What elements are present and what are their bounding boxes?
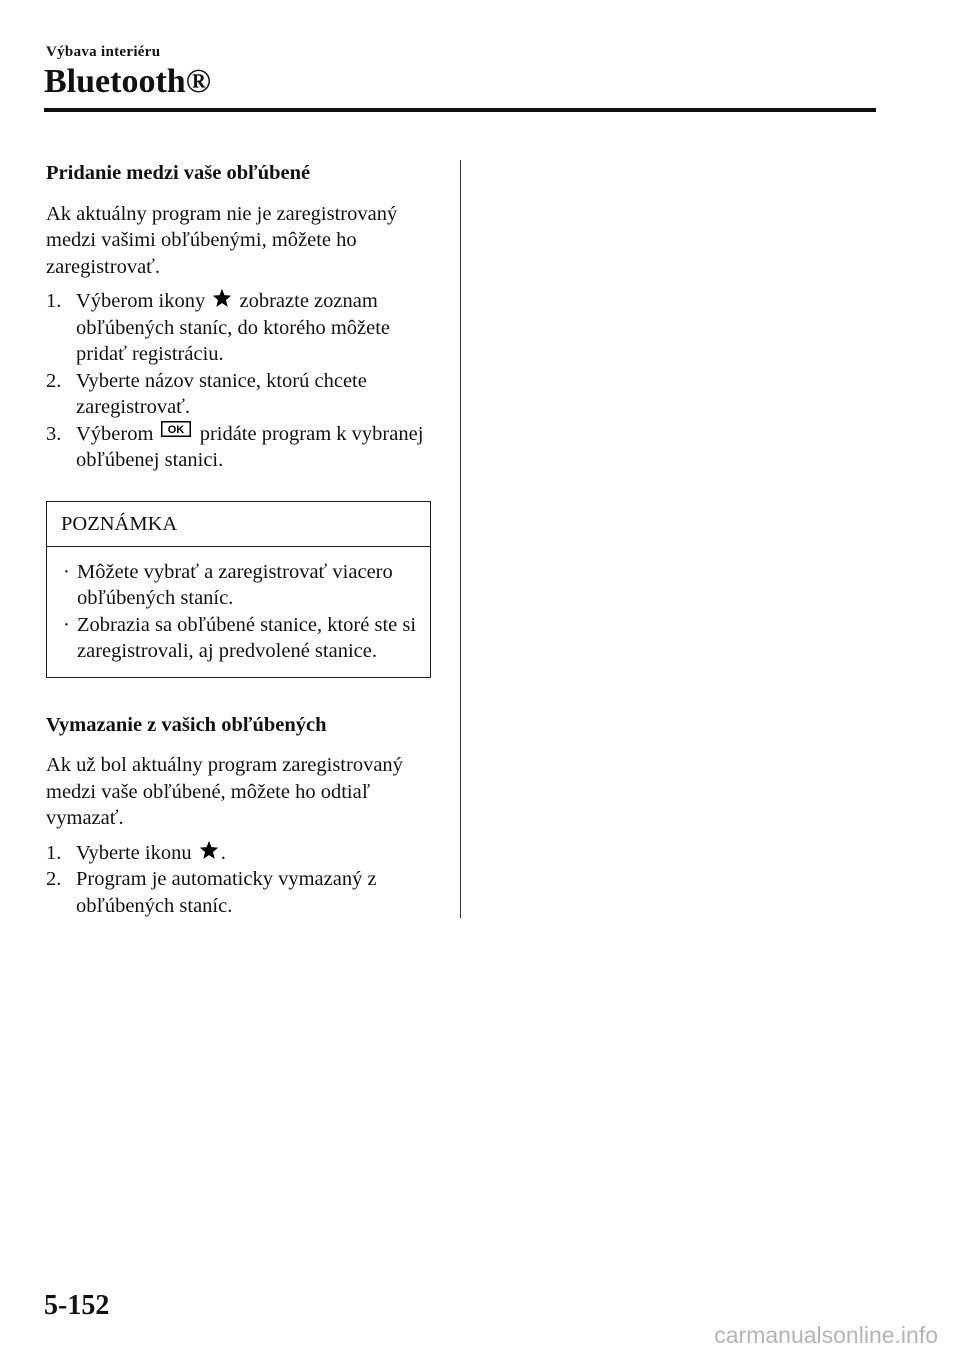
bullet-dot: · bbox=[63, 560, 70, 583]
step-item bbox=[46, 368, 440, 421]
column-divider bbox=[460, 160, 461, 918]
step-text: pridáte program k vybranej obľúbenej stanici. bbox=[76, 422, 424, 471]
bullet-dot: · bbox=[63, 613, 70, 636]
star-icon bbox=[212, 288, 232, 308]
note-body bbox=[47, 547, 430, 677]
star-icon bbox=[199, 840, 219, 860]
step-text: Výberom bbox=[76, 422, 154, 445]
section-heading-add-favorites: Pridanie medzi vaše obľúbené bbox=[46, 162, 311, 184]
note-item-text: Môžete vybrať a zaregistrovať viacero obľúbených staníc. bbox=[77, 560, 393, 609]
note-box bbox=[46, 501, 431, 678]
note-item bbox=[61, 559, 420, 612]
section-label: Výbava interiéru bbox=[46, 44, 161, 60]
header-rule bbox=[44, 108, 876, 112]
step-text: Výberom ikony bbox=[76, 290, 206, 312]
note-item-text: Zobrazia sa obľúbené stanice, ktoré ste si zaregistrovali, aj predvolené stanice. bbox=[77, 613, 417, 662]
step-number: 2. bbox=[46, 369, 62, 392]
section-heading-remove-favorites: Vymazanie z vašich obľúbených bbox=[46, 713, 327, 736]
watermark: carmanualsonline.info bbox=[714, 1322, 938, 1348]
ok-button-icon bbox=[161, 421, 191, 437]
step-item bbox=[46, 421, 440, 474]
step-text: zobrazte zoznam obľúbených staníc, do ktorého môžete pridať registráciu. bbox=[76, 290, 391, 365]
step-text: Vyberte ikonu bbox=[76, 841, 192, 864]
step-text: Vyberte názov stanice, ktorú chcete zaregistrovať. bbox=[76, 369, 367, 418]
left-column bbox=[46, 158, 440, 919]
step-item bbox=[46, 288, 440, 368]
intro-paragraph: Ak aktuálny program nie je zaregistrovaný medzi vašimi obľúbenými, môžete ho zaregistrovať. bbox=[46, 202, 398, 278]
step-item bbox=[46, 866, 440, 919]
step-item bbox=[46, 840, 440, 867]
step-text: . bbox=[220, 841, 226, 864]
step-number: 2. bbox=[46, 868, 62, 890]
intro-paragraph: Ak už bol aktuálny program zaregistrovaný medzi vaše obľúbené, môžete ho odtiaľ vymazať. bbox=[46, 754, 403, 829]
step-text: Program je automaticky vymazaný z obľúbených staníc. bbox=[76, 868, 377, 917]
ok-icon-label: OK bbox=[167, 423, 184, 436]
page-title: Bluetooth® bbox=[44, 63, 212, 100]
step-number: 1. bbox=[46, 290, 62, 312]
step-number: 1. bbox=[46, 841, 62, 864]
note-title: POZNÁMKA bbox=[47, 502, 430, 547]
page-number: 5-152 bbox=[44, 1290, 110, 1321]
step-number: 3. bbox=[46, 422, 62, 445]
note-item bbox=[61, 612, 420, 665]
